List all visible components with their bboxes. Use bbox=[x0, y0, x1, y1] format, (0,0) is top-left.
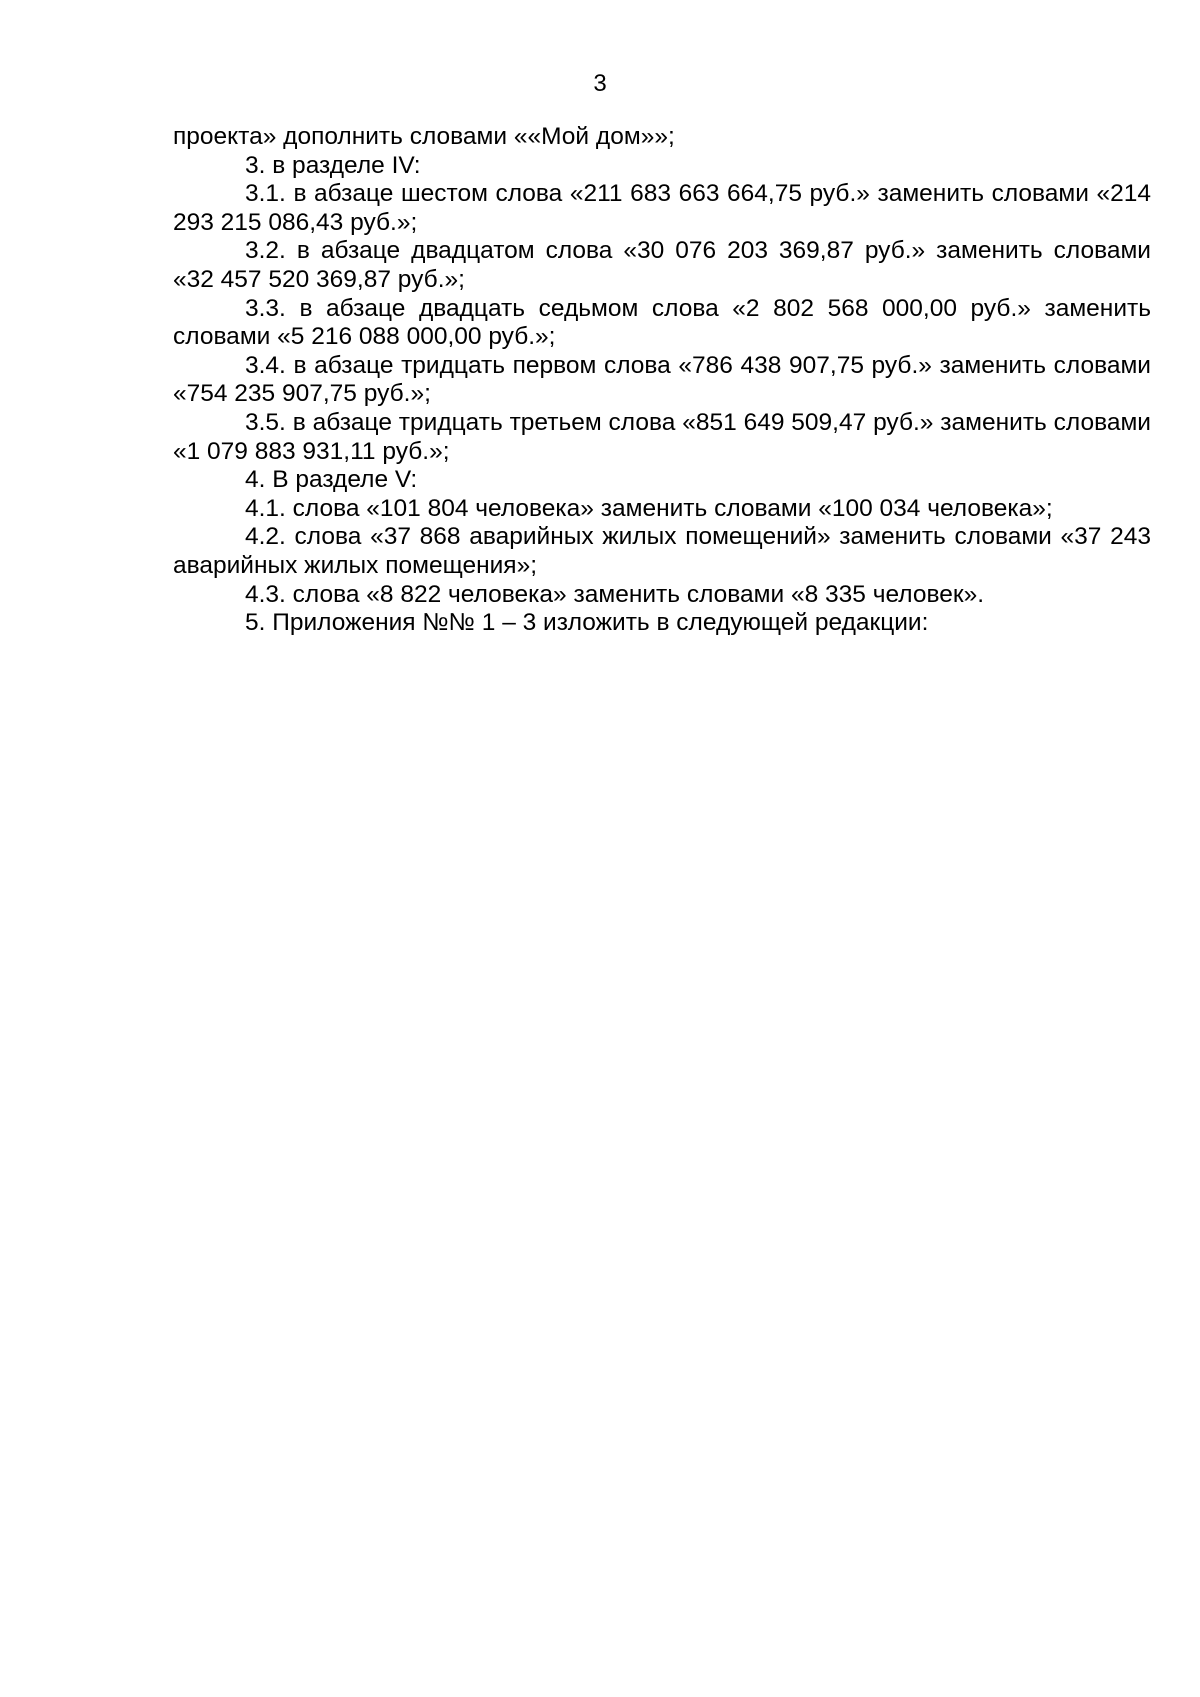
paragraph-section-v-heading: 4. В разделе V: bbox=[245, 466, 418, 494]
paragraph-4-1: 4.1. слова «101 804 человека» заменить словами «100 034 человека»; bbox=[245, 494, 1053, 522]
paragraph-3-2: 3.2. в абзаце двадцатом слова «30 076 203 369,87 руб.» заменить словами «32 457 520 369,87 руб.»; bbox=[173, 237, 1151, 293]
paragraph-5: 5. Приложения №№ 1 – 3 изложить в следующей редакции: bbox=[245, 609, 929, 637]
paragraph-4-3: 4.3. слова «8 822 человека» заменить словами «8 335 человек». bbox=[245, 580, 985, 608]
paragraph-4-2: 4.2. слова «37 868 аварийных жилых помещений» заменить словами «37 243 аварийных жилых помещения»; bbox=[173, 523, 1151, 579]
paragraph-3-5: 3.5. в абзаце тридцать третьем слова «851 649 509,47 руб.» заменить словами «1 079 883 931,11 руб.»; bbox=[173, 408, 1151, 465]
paragraph-3-4: 3.4. в абзаце тридцать первом слова «786 438 907,75 руб.» заменить словами «754 235 907,75 руб.»; bbox=[173, 351, 1151, 408]
document-body bbox=[173, 123, 1151, 638]
paragraph-3-1: 3.1. в абзаце шестом слова «211 683 663 664,75 руб.» заменить словами «214 293 215 086,43 руб.»; bbox=[173, 180, 1151, 236]
page-number: 3 bbox=[593, 70, 607, 97]
paragraph-continuation: проекта» дополнить словами ««Мой дом»»; bbox=[173, 123, 675, 150]
paragraph-3-3: 3.3. в абзаце двадцать седьмом слова «2 802 568 000,00 руб.» заменить словами «5 216 088 000,00 руб.»; bbox=[173, 294, 1151, 351]
paragraph-section-iv-heading: 3. в разделе IV: bbox=[245, 151, 421, 179]
